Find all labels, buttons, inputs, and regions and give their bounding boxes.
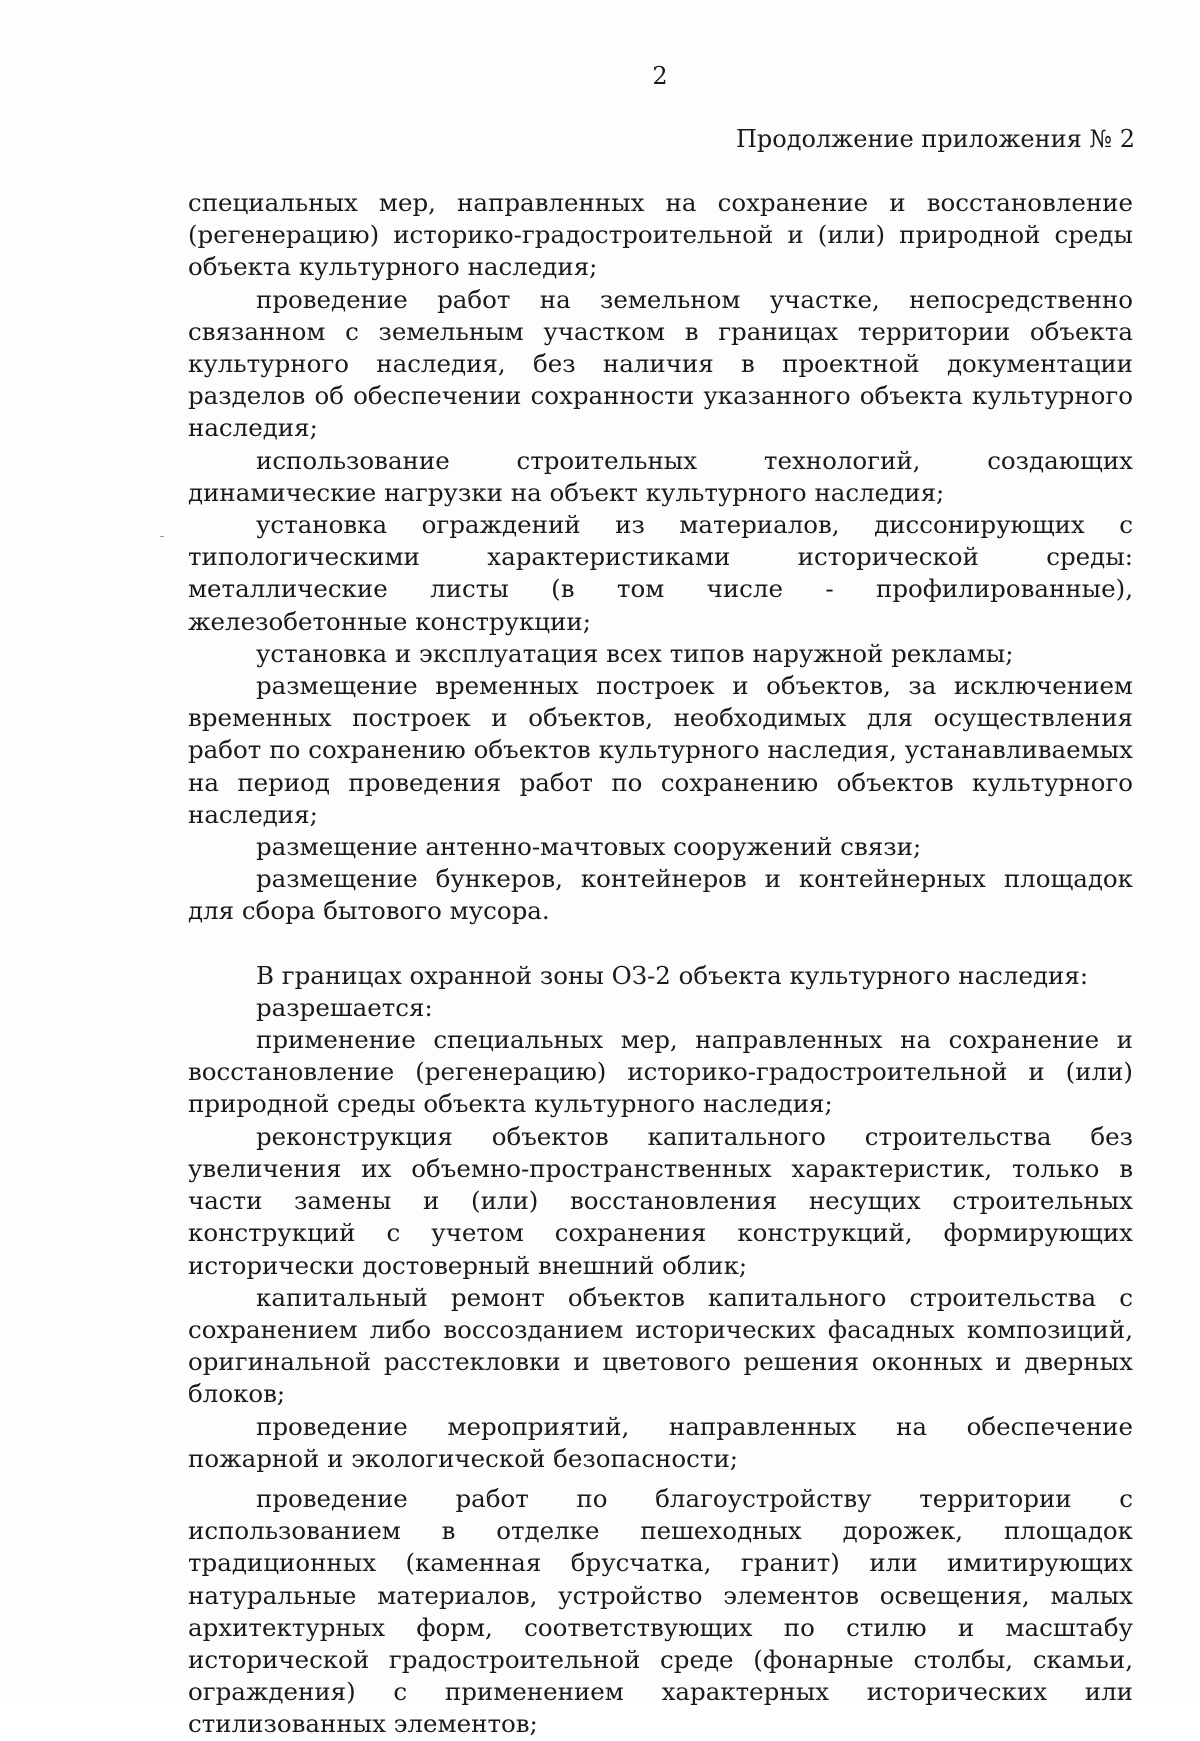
paragraph-prohibition: размещение антенно-мачтовых сооружений связи; <box>256 832 922 862</box>
paragraph-allowed: капитальный ремонт объектов капитального строительства с сохранением либо воссозданием исторических фасадных композиций, оригинальной расстекловки и цветового решения оконных и дверных блоков; <box>188 1282 1133 1409</box>
scan-artifact-mark <box>160 536 164 537</box>
paragraph-allowed: применение специальных мер, направленных на сохранение и восстановление (регенерацию) историко-градостроительной и (или) природной среды объекта культурного наследия; <box>188 1025 1133 1119</box>
paragraph-continuation: специальных мер, направленных на сохранение и восстановление (регенерацию) историко-градостроительной и (или) природной среды объекта культурного наследия; <box>188 188 1133 282</box>
document-body <box>188 187 1133 1741</box>
paragraph-prohibition: установка и эксплуатация всех типов наружной рекламы; <box>256 638 1014 668</box>
appendix-continuation-note: Продолжение приложения № 2 <box>735 125 1135 153</box>
paragraph-prohibition: размещение бункеров, контейнеров и контейнерных площадок для сбора бытового мусора. <box>188 864 1133 926</box>
paragraph-allowed: реконструкция объектов капитального строительства без увеличения их объемно-пространственных характеристик, только в части замены и (или) восстановления несущих строительных конструкций с учетом сохранения конструкций, формирующих исторически достоверный внешний облик; <box>188 1121 1133 1280</box>
paragraph-allowed: проведение мероприятий, направленных на обеспечение пожарной и экологической безопасности; <box>188 1411 1133 1473</box>
paragraph-allowed: проведение работ по благоустройству территории с использованием в отделке пешеходных дорожек, площадок традиционных (каменная брусчатка, гранит) или имитирующих натуральные материалов, устройство элементов освещения, малых архитектурных форм, соответствующих по стилю и масштабу исторической градостроительной среде (фонарные столбы, скамьи, ограждения) с применением характерных исторических или стилизованных элементов; <box>188 1483 1133 1739</box>
paragraph-prohibition: использование строительных технологий, создающих динамические нагрузки на объект культурного наследия; <box>188 445 1133 507</box>
section-subheading-allowed: разрешается: <box>256 992 433 1022</box>
section-heading-oz2: В границах охранной зоны ОЗ-2 объекта культурного наследия: <box>256 960 1089 990</box>
paragraph-prohibition: размещение временных построек и объектов, за исключением временных построек и объектов, необходимых для осуществления работ по сохранению объектов культурного наследия, устанавливаемых на период проведения работ по сохранению объектов культурного наследия; <box>188 671 1133 829</box>
paragraph-prohibition: установка ограждений из материалов, диссонирующих с типологическими характеристиками исторической среды: металлические листы (в том числе - профилированные), железобетонные конструкции; <box>188 510 1133 636</box>
page-number: 2 <box>652 62 668 90</box>
paragraph-prohibition: проведение работ на земельном участке, непосредственно связанном с земельным участком в границах территории объекта культурного наследия, без наличия в проектной документации разделов об обеспечении сохранности указанного объекта культурного наследия; <box>188 284 1133 443</box>
